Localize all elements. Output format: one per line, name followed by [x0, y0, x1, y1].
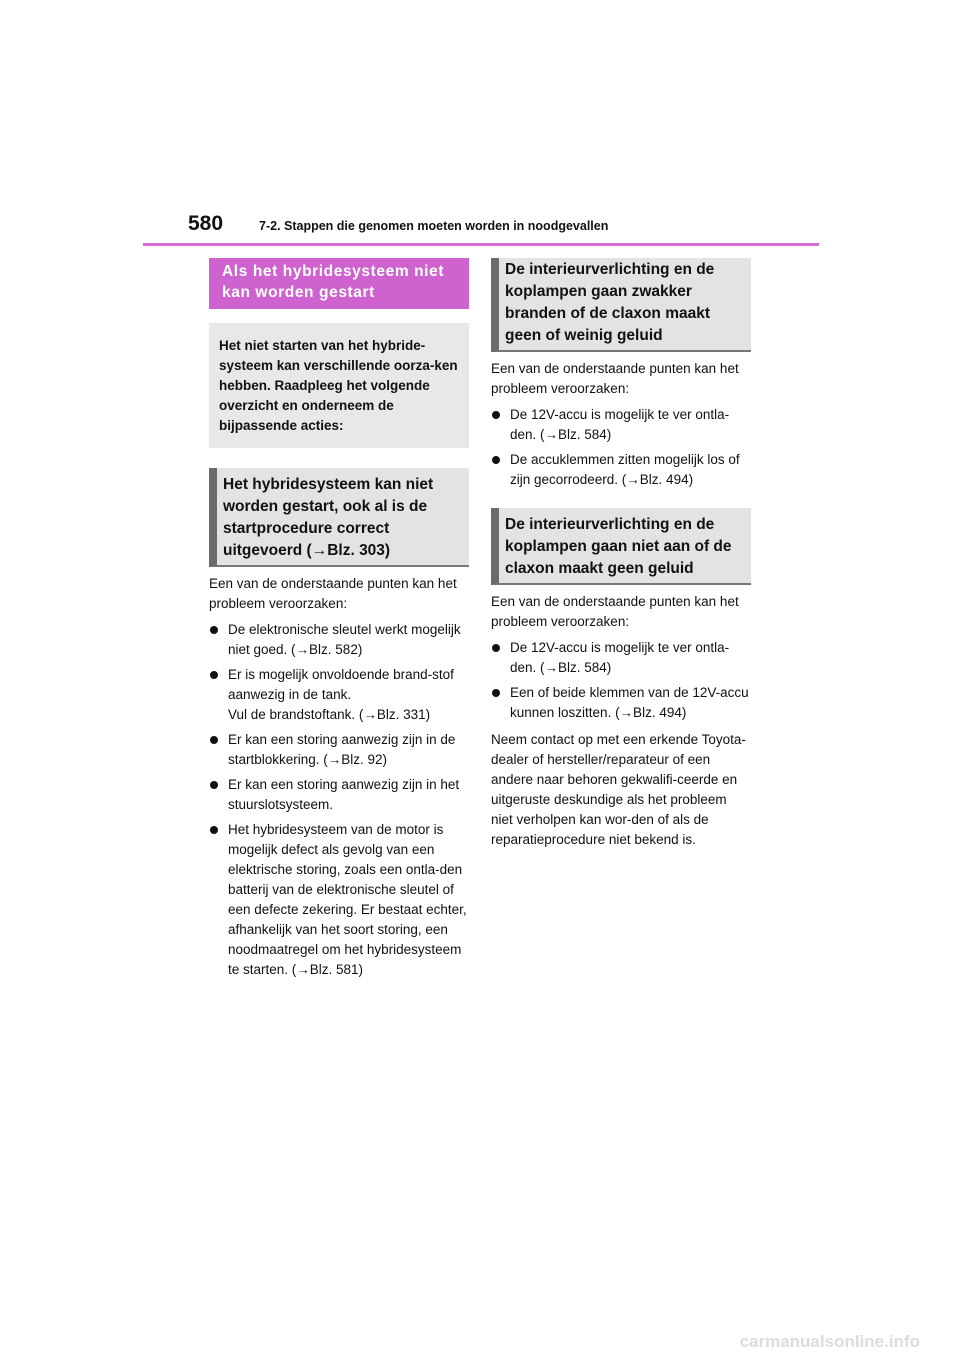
list-item: Er is mogelijk onvoldoende brand-stof aanwezig in de tank. Vul de brandstoftank. (→Blz. 331) [209, 665, 469, 725]
right-column [491, 258, 751, 850]
list-item: Het hybridesysteem van de motor is mogelijk defect als gevolg van een elektrische storing, zoals een ontla-den batterij van de elektronische sleutel of een defecte zekering. Er bestaat echter, afhankelijk van het soort storing, een noodmaatregel om het hybridesysteem te starten. (→Blz. 581) [209, 820, 469, 980]
list-item: De 12V-accu is mogelijk te ver ontla-den. (→Blz. 584) [491, 638, 751, 678]
bullet-icon [210, 781, 218, 789]
bullet-icon [210, 671, 218, 679]
left-column [209, 258, 469, 985]
bullet-icon [492, 644, 500, 652]
list-item: Er kan een storing aanwezig zijn in de startblokkering. (→Blz. 92) [209, 730, 469, 770]
paragraph: Een van de onderstaande punten kan het probleem veroorzaken: [491, 594, 739, 629]
bullet-icon [492, 689, 500, 697]
list-item: De accuklemmen zitten mogelijk los of zijn gecorrodeerd. (→Blz. 494) [491, 450, 751, 490]
section-heading: De interieurverlichting en de koplampen gaan niet aan of de claxon maakt geen geluid [491, 508, 751, 585]
watermark: carmanualsonline.info [739, 1332, 920, 1351]
bullet-list [491, 405, 751, 490]
bullet-icon [210, 826, 218, 834]
list-item: Een of beide klemmen van de 12V-accu kunnen loszitten. (→Blz. 494) [491, 683, 751, 723]
bullet-icon [492, 411, 500, 419]
list-item: De 12V-accu is mogelijk te ver ontla-den. (→Blz. 584) [491, 405, 751, 445]
closing-paragraph: Neem contact op met een erkende Toyota-dealer of hersteller/reparateur of een andere naar behoren gekwalifi-ceerde en uitgeruste deskundige als het probleem niet verholpen kan wor-den of als de reparatieprocedure niet bekend is. [491, 732, 746, 847]
bullet-icon [210, 626, 218, 634]
bullet-icon [210, 736, 218, 744]
section-title: 7-2. Stappen die genomen moeten worden in noodgevallen [259, 219, 609, 233]
main-heading: Als het hybridesysteem niet kan worden gestart [209, 258, 469, 309]
list-item: Er kan een storing aanwezig zijn in het stuurslotsysteem. [209, 775, 469, 815]
sub-heading: Het hybridesysteem kan niet worden gestart, ook al is de startprocedure correct uitgevoerd (→Blz. 303) [209, 468, 469, 567]
list-item: De elektronische sleutel werkt mogelijk niet goed. (→Blz. 582) [209, 620, 469, 660]
section-heading: De interieurverlichting en de koplampen gaan zwakker branden of de claxon maakt geen of weinig geluid [491, 258, 751, 352]
bullet-list [209, 620, 469, 980]
bullet-list [491, 638, 751, 723]
paragraph: Een van de onderstaande punten kan het probleem veroorzaken: [209, 576, 457, 611]
intro-box: Het niet starten van het hybride-systeem kan verschillende oorza-ken hebben. Raadpleeg het volgende overzicht en onderneem de bijpassende acties: [209, 323, 469, 448]
header-divider [143, 243, 819, 246]
bullet-icon [492, 456, 500, 464]
paragraph: Een van de onderstaande punten kan het probleem veroorzaken: [491, 361, 739, 396]
page-number: 580 [188, 212, 224, 235]
